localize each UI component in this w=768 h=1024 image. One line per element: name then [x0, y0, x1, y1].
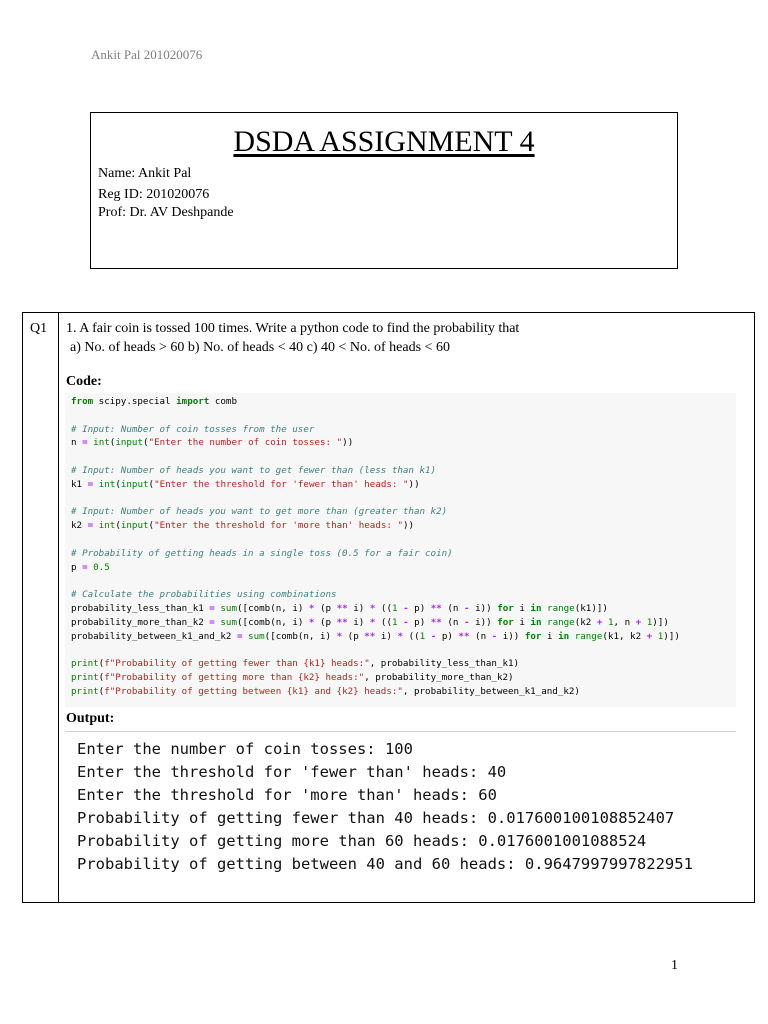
output-line: Probability of getting more than 60 heads: 0.0176001001088524: [77, 832, 647, 850]
column-divider: [58, 313, 59, 902]
professor: Prof: Dr. AV Deshpande: [98, 205, 234, 220]
code-block: [65, 393, 736, 707]
reg-id: Reg ID: 201020076: [98, 187, 210, 202]
code-line: probability_less_than_k1 = sum([comb(n, i) * (p ** i) * ((1 - p) ** (n - i)) for i in range(k1)]): [71, 603, 608, 614]
output-divider: [65, 731, 736, 732]
output-line: Probability of getting between 40 and 60 heads: 0.9647997997822951: [77, 855, 693, 873]
question-text-line1: 1. A fair coin is tossed 100 times. Write a python code to find the probability that: [66, 321, 520, 336]
code-line: # Input: Number of heads you want to get more than (greater than k2): [71, 506, 448, 518]
code-line: probability_between_k1_and_k2 = sum([comb(n, i) * (p ** i) * ((1 - p) ** (n - i)) for i in range(k1, k2 + 1)]): [71, 630, 680, 642]
code-line: k2 = int(input("Enter the threshold for 'more than' heads: ")): [71, 520, 415, 532]
title-box: [90, 112, 678, 269]
question-number: Q1: [30, 321, 48, 336]
document-title: DSDA ASSIGNMENT 4: [233, 125, 535, 158]
header-author-id: Ankit Pal 201020076: [91, 47, 203, 62]
output-line: Enter the threshold for 'fewer than' heads: 40: [77, 763, 507, 781]
question-text-line2: a) No. of heads > 60 b) No. of heads < 40 c) 40 < No. of heads < 60: [70, 340, 450, 355]
output-label: Output:: [66, 711, 115, 726]
code-line: print(f"Probability of getting more than {k2} heads:", probability_more_than_k2): [71, 672, 514, 683]
code-line: # Input: Number of heads you want to get fewer than (less than k1): [71, 465, 437, 476]
code-line: # Probability of getting heads in a single toss (0.5 for a fair coin): [71, 547, 453, 559]
page-number: 1: [671, 958, 678, 973]
student-name: Name: Ankit Pal: [98, 166, 192, 181]
code-line: # Input: Number of coin tosses from the user: [71, 423, 315, 435]
code-line: p = 0.5: [71, 561, 110, 573]
code-line: print(f"Probability of getting fewer than {k1} heads:", probability_less_than_k1): [71, 658, 520, 670]
code-label: Code:: [66, 374, 102, 389]
code-line: probability_more_than_k2 = sum([comb(n, i) * (p ** i) * ((1 - p) ** (n - i)) for i in range(k2 + 1, n + 1)]): [71, 616, 669, 628]
code-line: n = int(input("Enter the number of coin tosses: ")): [71, 437, 354, 449]
code-line: # Calculate the probabilities using combinations: [71, 589, 337, 601]
question-table: [22, 312, 755, 903]
code-line: k1 = int(input("Enter the threshold for 'fewer than' heads: ")): [71, 478, 420, 490]
code-line: from scipy.special import comb: [71, 396, 237, 407]
output-line: Enter the number of coin tosses: 100: [77, 740, 413, 758]
code-line: print(f"Probability of getting between {k1} and {k2} heads:", probability_between_k1_and_k2): [71, 685, 580, 697]
output-line: Enter the threshold for 'more than' heads: 60: [77, 786, 497, 804]
output-line: Probability of getting fewer than 40 heads: 0.017600100108852407: [77, 809, 675, 827]
